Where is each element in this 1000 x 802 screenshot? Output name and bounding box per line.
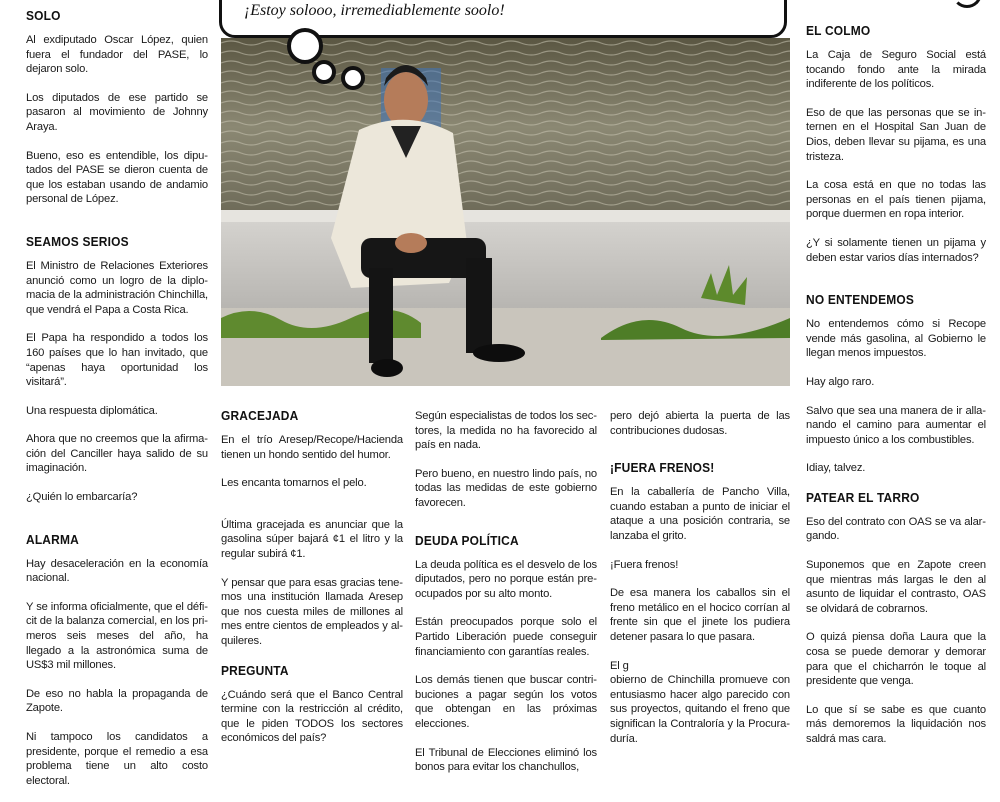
heading-deuda-politica: DEUDA POLÍTICA <box>415 532 519 548</box>
heading-seamos-serios: SEAMOS SERIOS <box>26 233 129 249</box>
paragraph: Bueno, eso es entendible, los diputados del PASE se dieron cuenta de que los estaban usando de andamio personal de López. <box>26 149 208 206</box>
paragraph: Pero bueno, en nuestro lindo país, no todas las medidas de este gobierno favorecen. <box>415 467 597 509</box>
decorative-arc <box>952 0 982 8</box>
paragraph: La deuda política es el desvelo de los diputados, pero no porque están preocupados por su alto monto. <box>415 558 597 600</box>
photo-illustration <box>221 38 790 386</box>
paragraph: La Caja de Seguro Social está tocando fondo ante la mirada indiferente de los políticos. <box>806 49 986 91</box>
paragraph: No entendemos cómo si Recope vende más gasolina, al Gobierno le llegan menos impuestos. <box>806 318 986 360</box>
heading-alarma: ALARMA <box>26 531 79 547</box>
middle-column-a <box>221 408 403 760</box>
paragraph: Hay algo raro. <box>806 375 875 388</box>
paragraph: En la caballería de Pancho Villa, cuando estaban a punto de iniciar el ataque a una posición contraria, se lanzaba el grito. <box>610 486 790 542</box>
paragraph: Los diputados de ese partido se pasaron al movimiento de Johnny Araya. <box>26 91 208 133</box>
paragraph: Hay desaceleración en la economía nacional. <box>26 557 208 585</box>
heading-gracejada: GRACEJADA <box>221 408 299 423</box>
paragraph: Y se informa oficialmente, que el déficit de la balanza comercial, en los primeros seis meses del año, ha llegado a la astronómica suma de US$3 mil millones. <box>26 600 208 672</box>
paragraph: Eso del contrato con OAS se va alargando. <box>806 515 986 543</box>
paragraph: ¿Cuándo será que el Banco Central termine con la restricción al crédito, que le piden TODOS los sectores económicos del país? <box>221 688 403 745</box>
paragraph: Salvo que sea una manera de ir allanando el camino para aumentar el impuesto único a los combustibles. <box>806 404 986 446</box>
heading-fuera-frenos: ¡FUERA FRENOS! <box>610 460 715 476</box>
paragraph: En el trío Aresep/Recope/Hacienda tienen un hondo sentido del humor. <box>221 434 403 461</box>
paragraph: El g <box>610 659 629 672</box>
paragraph: ¿Y si solamente tienen un pijama y deben estar varios días internados? <box>806 236 986 264</box>
paragraph: De eso no habla la propaganda de Zapote. <box>26 687 208 715</box>
paragraph: El Papa ha respondido a todos los 160 países que lo han invitado, que “apenas haya oportunidad los visitará”. <box>26 332 208 389</box>
paragraph: Están preocupados porque solo el Partido Liberación puede conseguir financiamiento con garantías reales. <box>415 616 597 658</box>
photo-man-sitting-by-water <box>221 38 790 386</box>
bubble-dot-large <box>287 28 323 64</box>
bubble-caption: ¡Estoy solooo, irremediablemente soolo! <box>244 2 505 19</box>
heading-pregunta: PREGUNTA <box>221 662 289 678</box>
paragraph: ¡Fuera frenos! <box>610 558 679 571</box>
paragraph: Les encanta tomarnos el pelo. <box>221 477 367 490</box>
heading-el-colmo: EL COLMO <box>806 23 871 38</box>
paragraph: obierno de Chinchilla promueve con entusiasmo hacer algo parecido con sus proyectos, quitando el freno que significan la Contraloría y la Procuraduría. <box>610 674 790 745</box>
paragraph: Ahora que no creemos que la afirmación del Canciller haya salido de su imaginación. <box>26 433 208 475</box>
paragraph: De esa manera los caballos sin el freno metálico en el hocico corrían al frente sin que el jinete los pudiera detener pasara lo que pasara. <box>610 587 790 643</box>
right-column <box>806 23 986 761</box>
bubble-dot-small <box>341 66 365 90</box>
middle-column-b <box>415 409 597 789</box>
paragraph: Y pensar que para esas gracias tenemos una institución llamada Aresep que nos cuesta miles de millones al mes entre cientos de empleados y alquileres. <box>221 576 403 647</box>
paragraph: pero dejó abierta la puerta de las contribuciones dudosas. <box>610 410 790 437</box>
paragraph: Idiay, talvez. <box>806 462 866 475</box>
heading-patear-el-tarro: PATEAR EL TARRO <box>806 489 920 505</box>
paragraph: Lo que sí se sabe es que cuanto más demoremos la liquidación nos saldrá mas cara. <box>806 703 986 745</box>
paragraph: Una respuesta diplomática. <box>26 404 158 417</box>
heading-no-entendemos: NO ENTENDEMOS <box>806 292 915 308</box>
heading-solo: SOLO <box>26 8 61 23</box>
paragraph: Última gracejada es anunciar que la gasolina súper bajará ¢1 el litro y la regular subirá ¢1. <box>221 518 403 560</box>
bubble-dot-medium <box>312 60 336 84</box>
paragraph: Suponemos que en Zapote creen que mientras más largas le den al asunto de liquidar el contrasto, OAS se olvidará de cobrarnos. <box>806 559 986 615</box>
paragraph: Al exdiputado Oscar López, quien fuera el fundador del PASE, lo dejaron solo. <box>26 34 208 76</box>
paragraph: El Ministro de Relaciones Exteriores anunció como un logro de la diplomacia de la administración Chinchilla, que vendrá el Papa a Costa Rica. <box>26 259 208 316</box>
paragraph: Según especialistas de todos los sectores, la medida no ha favorecido al país en nada. <box>415 410 597 452</box>
paragraph: La cosa está en que no todas las personas en el país tienen pijama, porque duermen en ropa interior. <box>806 179 986 221</box>
paragraph: Ni tampoco los candidatos a presidente, porque el remedio a esa problema tiene un alto costo electoral. <box>26 731 208 787</box>
paragraph: El Tribunal de Elecciones eliminó los bonos para evitar los chanchullos, <box>415 746 597 774</box>
paragraph: Eso de que las personas que se internen en el Hospital San Juan de Dios, deben llevar su pijama, es una tristeza. <box>806 106 986 163</box>
middle-column-c <box>610 409 790 760</box>
paragraph: O quizá piensa doña Laura que la cosa se puede demorar y demorar para que el chicharrón le toque al presidente que venga. <box>806 631 986 688</box>
left-column <box>26 8 208 802</box>
paragraph: Los demás tienen que buscar contribuciones a pagar según los votos que obtengan en las próximas elecciones. <box>415 674 597 730</box>
paragraph: ¿Quién lo embarcaría? <box>26 491 138 504</box>
